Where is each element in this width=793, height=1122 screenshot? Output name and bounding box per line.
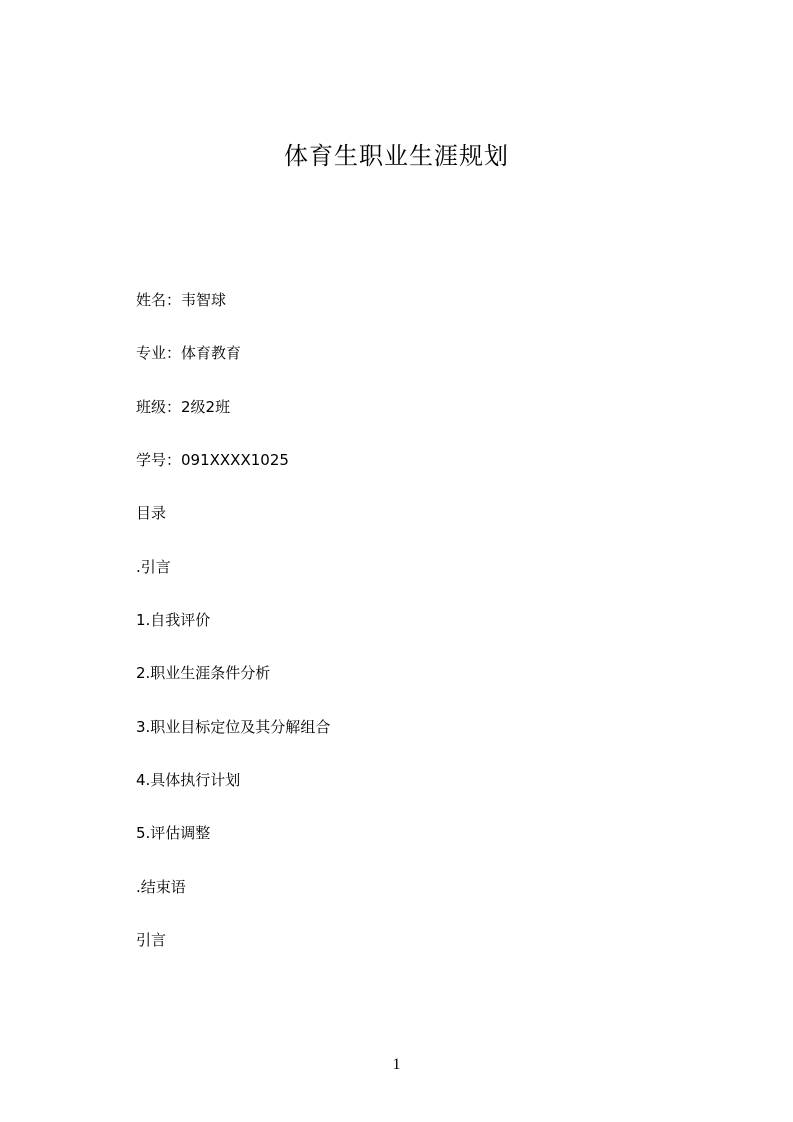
student-name-line: 姓名：韦智球 [136,291,227,309]
toc-item-1: 1.自我评价 [136,611,211,629]
document-title: 体育生职业生涯规划 [284,142,509,170]
toc-item-4: 4.具体执行计划 [136,771,241,789]
toc-item-introduction: .引言 [136,558,171,576]
student-id-line: 学号：091XXXX1025 [136,451,289,469]
toc-item-3: 3.职业目标定位及其分解组合 [136,718,331,736]
toc-item-2: 2.职业生涯条件分析 [136,664,271,682]
class-line: 班级：2级2班 [136,398,231,416]
toc-item-5: 5.评估调整 [136,824,211,842]
toc-item-conclusion: .结束语 [136,878,186,896]
page-number: 1 [392,1056,401,1073]
major-line: 专业：体育教育 [136,344,242,362]
section-heading-introduction: 引言 [136,931,167,949]
toc-heading: 目录 [136,504,167,522]
